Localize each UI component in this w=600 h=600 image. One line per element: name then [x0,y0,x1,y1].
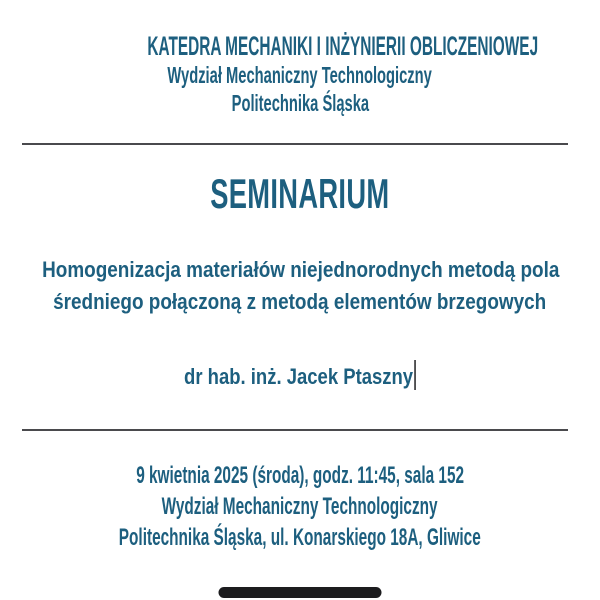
seminar-heading-text: SEMINARIUM [210,170,390,217]
divider-top [22,143,568,145]
talk-title-line2 [0,286,600,318]
header-university-text: Politechnika Śląska [231,90,369,116]
event-address-text: Politechnika Śląska, ul. Konarskiego 18A, Gliwice [119,524,481,551]
header-faculty-name [0,62,600,88]
speaker-edit-region[interactable] [184,360,416,393]
department-name-text: KATEDRA MECHANIKI I INŻYNIERII OBLICZENIOWEJ [147,31,539,61]
text-caret [414,360,416,390]
event-faculty-text: Wydział Mechaniczny Technologiczny [162,493,438,520]
home-indicator[interactable] [219,587,382,598]
talk-title-line1-text: Homogenizacja materiałów niejednorodnych metodą pola [42,257,560,282]
talk-title-line2-text: średniego połączoną z metodą elementów brzegowych [53,289,547,314]
speaker-line[interactable] [0,360,600,393]
event-address [0,522,600,553]
header-faculty-text: Wydział Mechaniczny Technologiczny [167,62,433,88]
event-datetime-text: 9 kwietnia 2025 (środa), godz. 11:45, sala 152 [136,462,464,489]
divider-bottom [22,429,568,431]
speaker-name: dr hab. inż. Jacek Ptaszny [184,364,414,389]
event-faculty [0,491,600,522]
event-datetime [0,460,600,491]
header-university-name [0,90,600,116]
seminar-heading [0,172,600,216]
talk-title-line1 [0,254,600,286]
department-name [0,33,600,59]
